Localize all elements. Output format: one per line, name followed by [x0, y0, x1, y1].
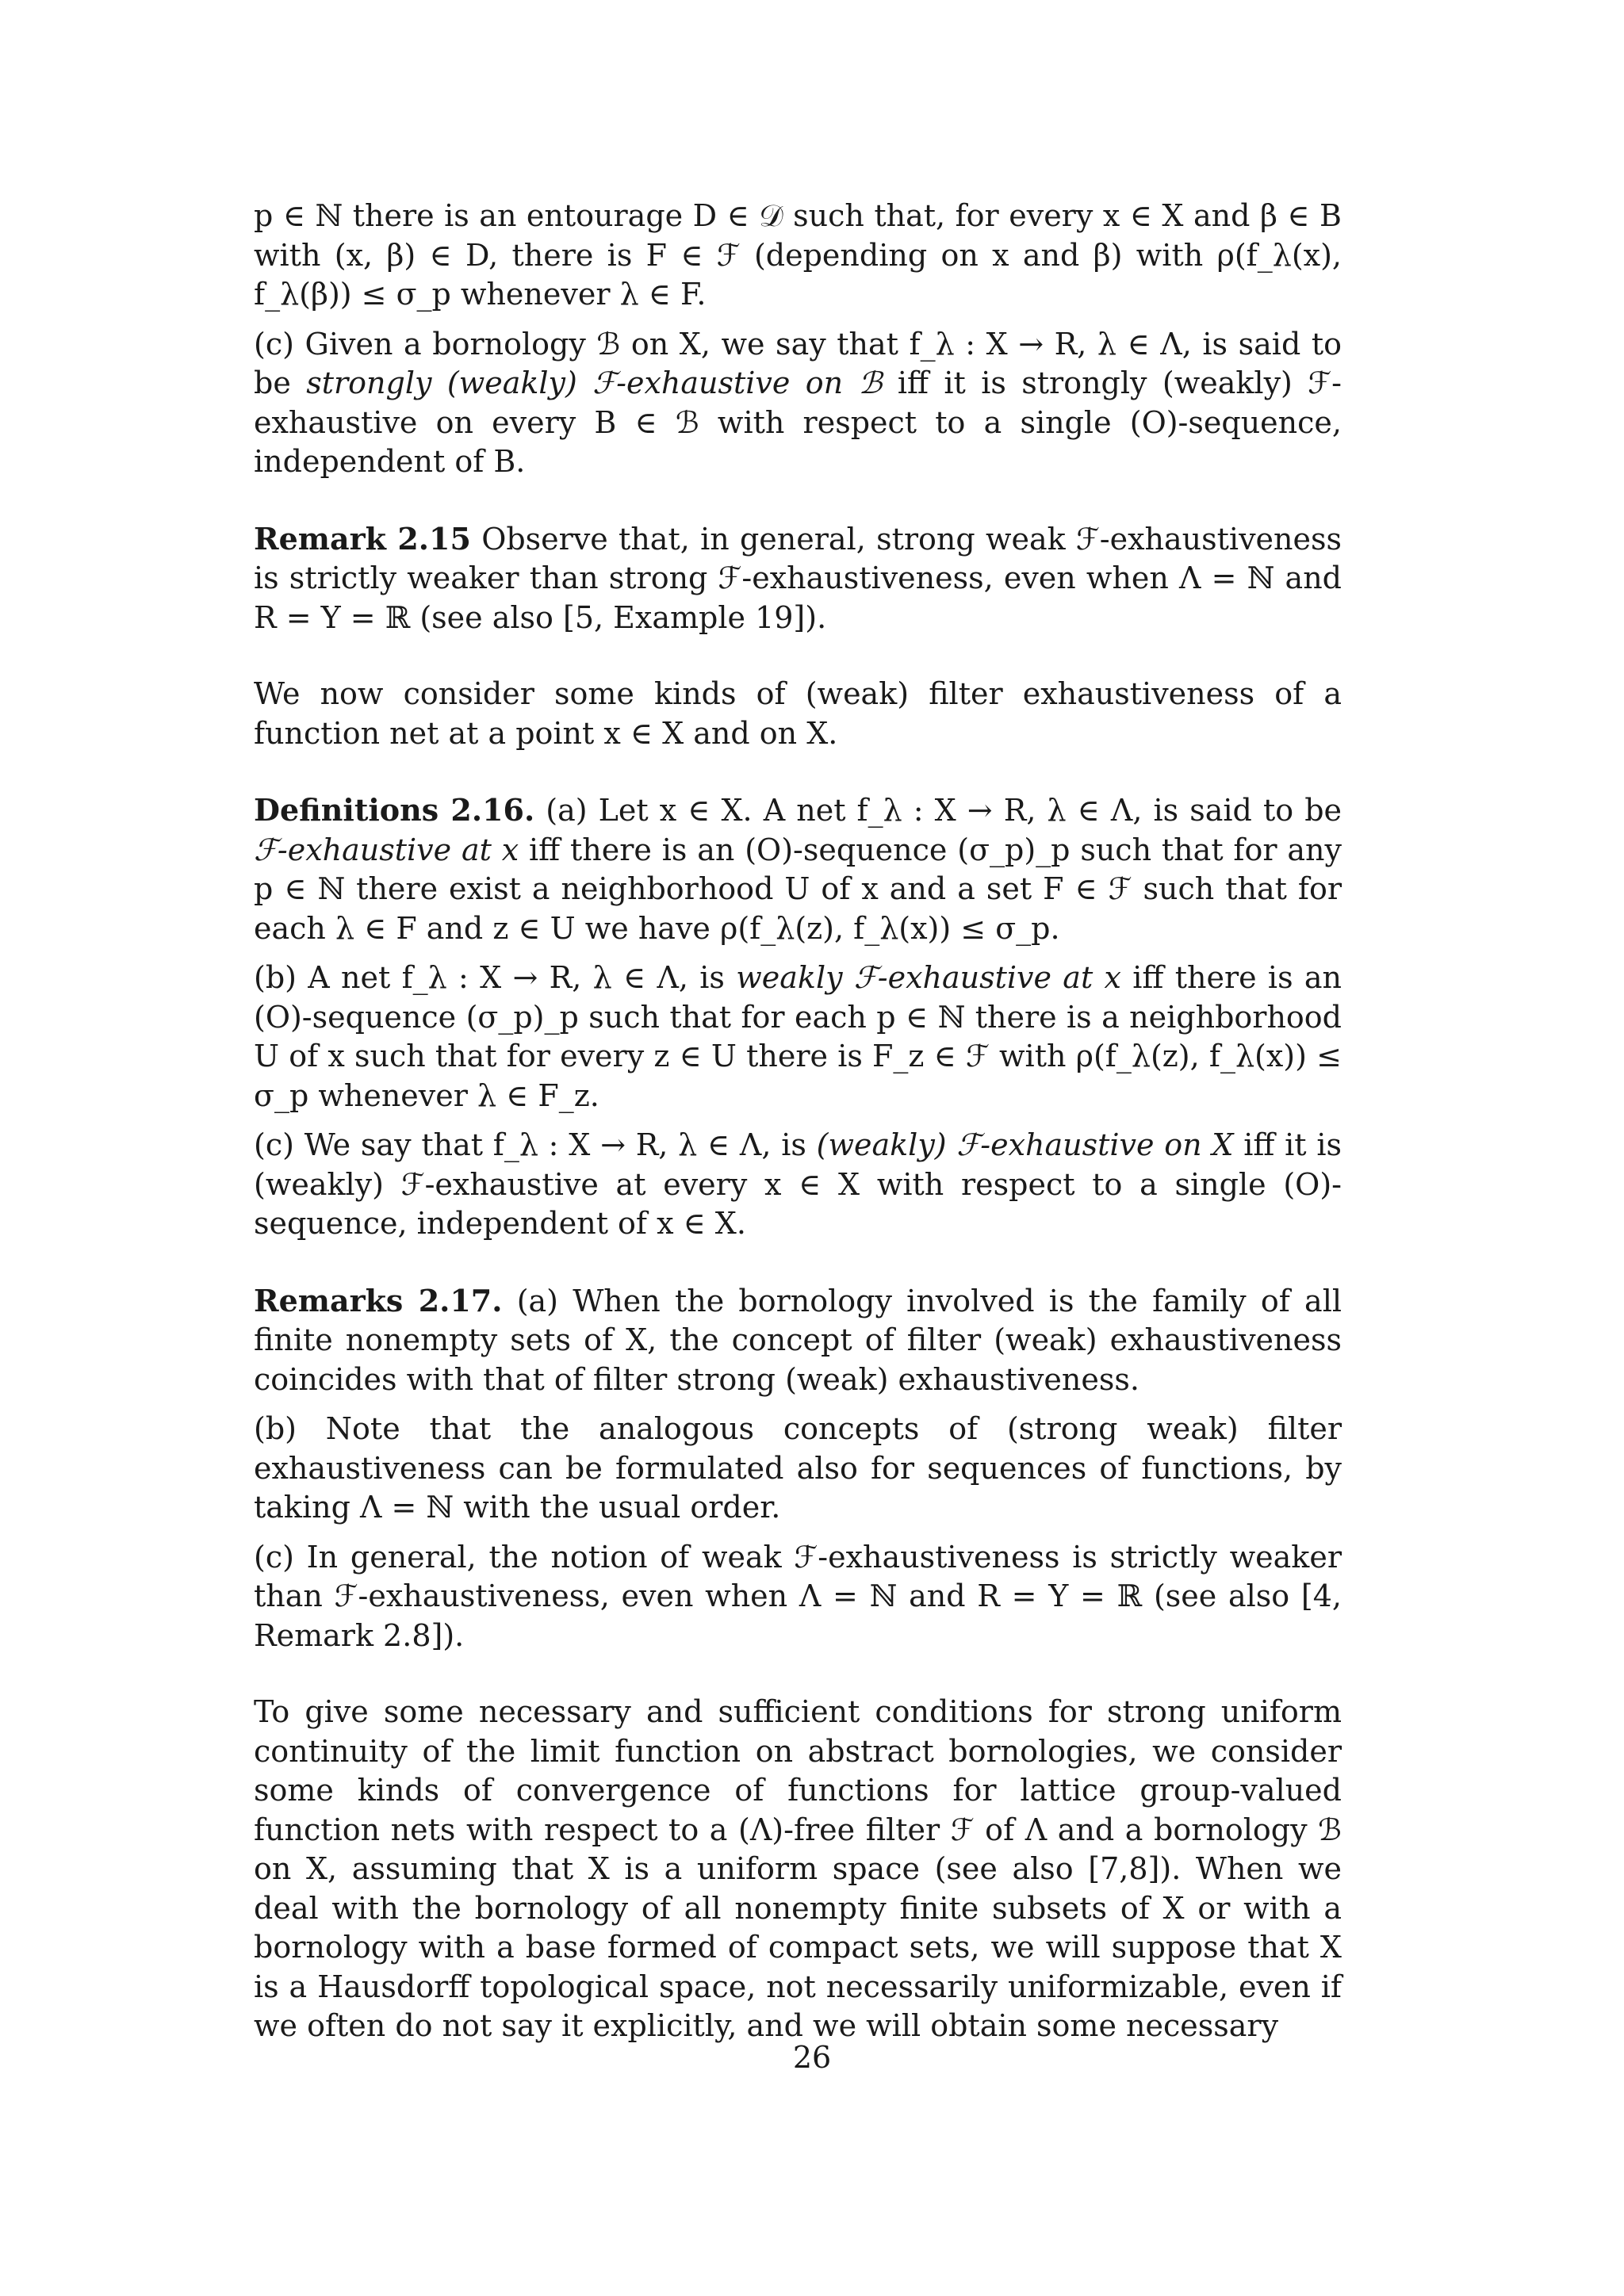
- definitions-2-16-a: [254, 790, 1342, 948]
- remark-text: Observe that, in general, strong weak ℱ-exhaustiveness is strictly weaker than strong ℱ-exhaustiveness, even when Λ = ℕ and R = Y = ℝ (see also [5, Example 19]).: [254, 521, 1342, 635]
- item-c-text: (c) Given a bornology ℬ on X, we say that f_λ : X → R, λ ∈ Λ, is said to be: [254, 326, 1342, 400]
- def-b-emphasis: weakly ℱ-exhaustive at x: [736, 960, 1121, 995]
- remarks-2-17-a: [254, 1281, 1342, 1400]
- def-c-text: (c) We say that f_λ : X → R, λ ∈ Λ, is: [254, 1127, 817, 1162]
- definitions-label: Definitions 2.16.: [254, 792, 535, 828]
- def-c-text-end: iff it is (weakly) ℱ-exhaustive at every x ∈ X with respect to a single (O)-sequence, independent of x ∈ X.: [254, 1127, 1342, 1241]
- remark-label: Remark 2.15: [254, 520, 471, 557]
- item-c-text-end: iff it is strongly (weakly) ℱ-exhaustive on every B ∈ ℬ with respect to a single (O)-sequence, independent of B.: [254, 365, 1342, 479]
- remarks-2-17-b: (b) Note that the analogous concepts of (strong weak) filter exhaustiveness can be formulated also for sequences of functions, by taking Λ = ℕ with the usual order.: [254, 1411, 1342, 1525]
- closing-paragraph: To give some necessary and sufficient conditions for strong uniform continuity of the limit function on abstract bornologies, we consider some kinds of convergence of functions for lattice group-valued function nets with respect to a (Λ)-free filter ℱ of Λ and a bornology ℬ on X, assuming that X is a uniform space (see also [7,8]). When we deal with the bornology of all nonempty finite subsets of X or with a bornology with a base formed of compact sets, we will suppose that X is a Hausdorff topological space, not necessarily uniformizable, even if we often do not say it explicitly, and we will obtain some necessary: [254, 1694, 1342, 2043]
- definitions-2-16-b: [254, 959, 1342, 1115]
- page-body: [254, 197, 1342, 2057]
- def-a-text-end: iff there is an (O)-sequence (σ_p)_p such that for any p ∈ ℕ there exist a neighborhood U of x and a set F ∈ ℱ such that for each λ ∈ F and z ∈ U we have ρ(f_λ(z), f_λ(x)) ≤ σ_p.: [254, 832, 1342, 946]
- definitions-2-16-c: [254, 1126, 1342, 1244]
- intro-paragraph: We now consider some kinds of (weak) filter exhaustiveness of a function net at a point x ∈ X and on X.: [254, 676, 1342, 751]
- remark-2-15: [254, 519, 1342, 638]
- def-a-text: (a) Let x ∈ X. A net f_λ : X → R, λ ∈ Λ, is said to be: [534, 793, 1342, 828]
- page-number: 26: [792, 2040, 832, 2075]
- def-b-text: (b) A net f_λ : X → R, λ ∈ Λ, is: [254, 960, 737, 995]
- def-a-emphasis: ℱ-exhaustive at x: [254, 832, 519, 867]
- definition-item-c: [254, 325, 1342, 482]
- item-c-emphasis: strongly (weakly) ℱ-exhaustive on ℬ: [306, 365, 883, 400]
- remarks-a-text: (a) When the bornology involved is the family of all finite nonempty sets of X, the concept of filter (weak) exhaustiveness coincides with that of filter strong (weak) exhaustiveness.: [254, 1283, 1342, 1397]
- continuation-paragraph: p ∈ ℕ there is an entourage D ∈ 𝒟 such that, for every x ∈ X and β ∈ B with (x, β) ∈ D, there is F ∈ ℱ (depending on x and β) with ρ(f_λ(x), f_λ(β)) ≤ σ_p whenever λ ∈ F.: [254, 198, 1342, 312]
- def-c-emphasis: (weakly) ℱ-exhaustive on X: [816, 1127, 1234, 1162]
- remarks-2-17-c: (c) In general, the notion of weak ℱ-exhaustiveness is strictly weaker than ℱ-exhaustiveness, even when Λ = ℕ and R = Y = ℝ (see also [4, Remark 2.8]).: [254, 1539, 1342, 1653]
- remarks-label: Remarks 2.17.: [254, 1282, 503, 1318]
- def-b-text-end: iff there is an (O)-sequence (σ_p)_p such that for each p ∈ ℕ there is a neighborhood U of x such that for every z ∈ U there is F_z ∈ ℱ with ρ(f_λ(z), f_λ(x)) ≤ σ_p whenever λ ∈ F_z.: [254, 960, 1342, 1113]
